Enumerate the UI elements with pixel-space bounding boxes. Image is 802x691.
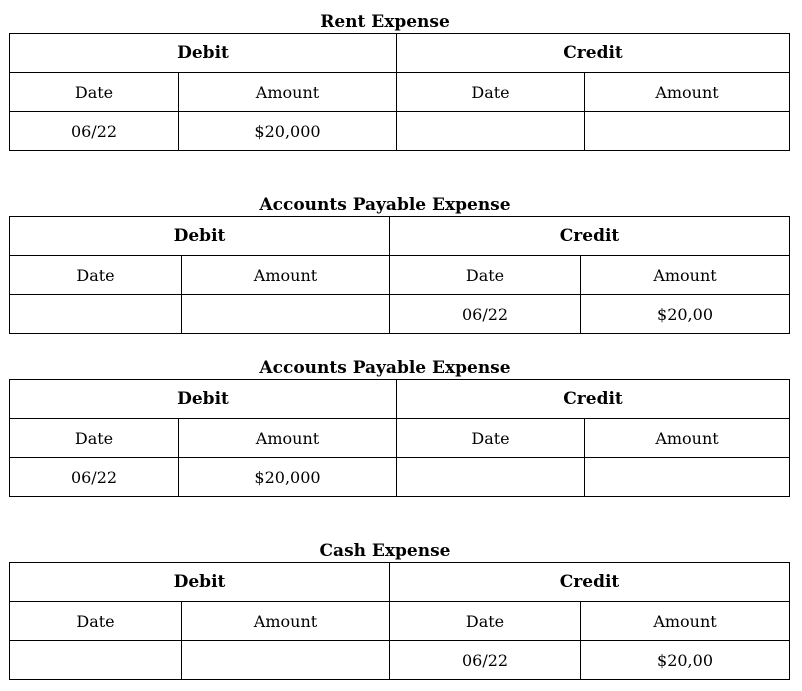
credit-amount-cell — [585, 112, 790, 151]
debit-date-cell: 06/22 — [10, 112, 179, 151]
debit-date-cell: 06/22 — [10, 458, 179, 497]
debit-header: Debit — [10, 563, 390, 602]
debit-amount-cell: $20,000 — [179, 458, 397, 497]
column-header-row — [10, 419, 790, 458]
column-header-row — [10, 256, 790, 295]
credit-amount-cell: $20,00 — [581, 295, 790, 334]
credit-header: Credit — [390, 217, 790, 256]
credit-amount-cell: $20,00 — [581, 641, 790, 680]
ledger-title-accounts-payable-expense: Accounts Payable Expense — [259, 195, 511, 215]
debit-date-header: Date — [10, 73, 179, 112]
debit-date-cell — [10, 295, 182, 334]
debit-amount-cell: $20,000 — [179, 112, 397, 151]
debit-date-header: Date — [10, 256, 182, 295]
ledger-table-accounts-payable-expense — [9, 216, 790, 334]
credit-date-header: Date — [390, 256, 581, 295]
ledger-title-accounts-payable-expense: Accounts Payable Expense — [259, 358, 511, 378]
debit-date-header: Date — [10, 419, 179, 458]
credit-header: Credit — [390, 563, 790, 602]
credit-amount-header: Amount — [581, 256, 790, 295]
debit-date-header: Date — [10, 602, 182, 641]
ledger-table-accounts-payable-expense — [9, 379, 790, 497]
credit-header: Credit — [397, 380, 790, 419]
credit-date-cell — [397, 112, 585, 151]
ledger-side-header — [10, 380, 790, 419]
ledger-table-rent-expense — [9, 33, 790, 151]
credit-date-header: Date — [397, 419, 585, 458]
credit-amount-header: Amount — [581, 602, 790, 641]
ledger-title-cash-expense: Cash Expense — [319, 541, 451, 561]
ledger-title-rent-expense: Rent Expense — [320, 12, 450, 32]
debit-amount-header: Amount — [179, 419, 397, 458]
credit-date-cell — [397, 458, 585, 497]
table-row — [10, 295, 790, 334]
debit-amount-cell — [182, 641, 390, 680]
ledger-side-header — [10, 563, 790, 602]
ledger-side-header — [10, 217, 790, 256]
ledger-table-cash-expense — [9, 562, 790, 680]
credit-header: Credit — [397, 34, 790, 73]
debit-amount-header: Amount — [182, 256, 390, 295]
column-header-row — [10, 602, 790, 641]
credit-amount-cell — [585, 458, 790, 497]
column-header-row — [10, 73, 790, 112]
credit-date-header: Date — [397, 73, 585, 112]
credit-date-cell: 06/22 — [390, 641, 581, 680]
debit-amount-header: Amount — [179, 73, 397, 112]
debit-header: Debit — [10, 380, 397, 419]
table-row — [10, 112, 790, 151]
credit-date-cell: 06/22 — [390, 295, 581, 334]
credit-date-header: Date — [390, 602, 581, 641]
debit-amount-cell — [182, 295, 390, 334]
debit-amount-header: Amount — [182, 602, 390, 641]
table-row — [10, 641, 790, 680]
debit-header: Debit — [10, 217, 390, 256]
credit-amount-header: Amount — [585, 419, 790, 458]
table-row — [10, 458, 790, 497]
credit-amount-header: Amount — [585, 73, 790, 112]
debit-header: Debit — [10, 34, 397, 73]
debit-date-cell — [10, 641, 182, 680]
ledger-side-header — [10, 34, 790, 73]
